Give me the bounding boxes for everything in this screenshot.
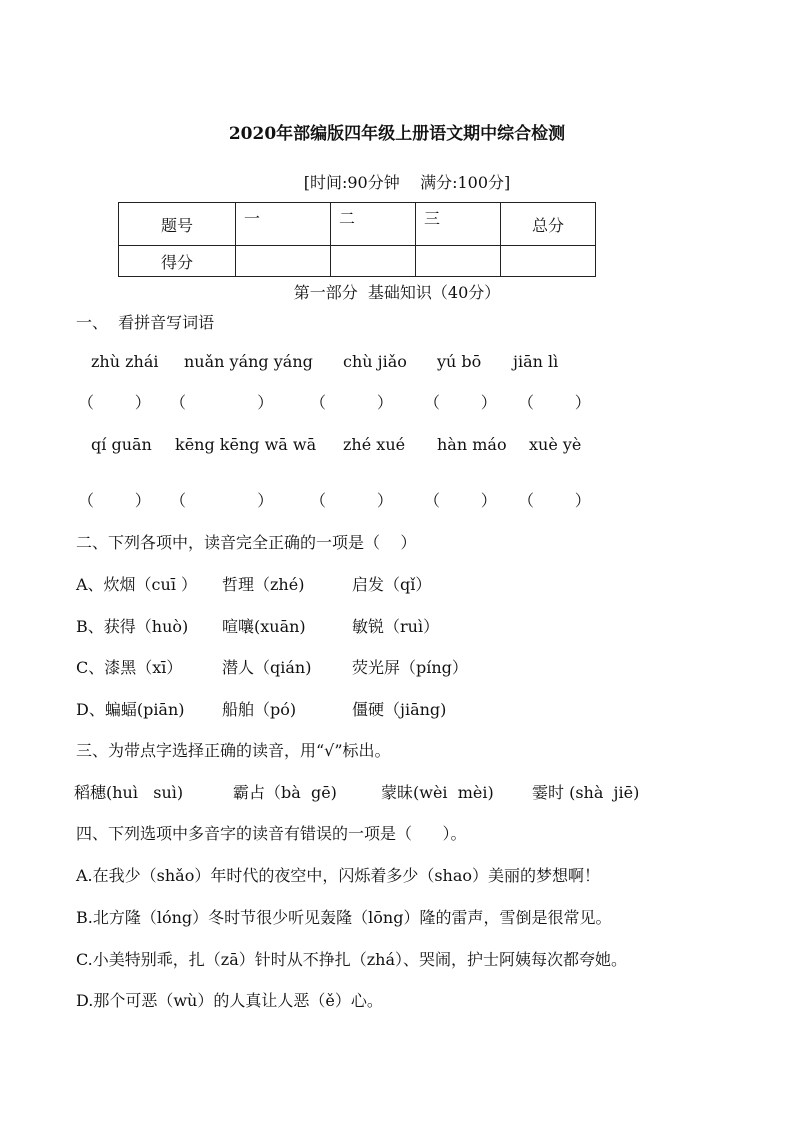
- score-table-col-label: 三: [424, 208, 441, 228]
- q1-heading: 一、 看拼音写词语: [76, 313, 215, 332]
- answer-blank[interactable]: （ ）: [518, 393, 591, 412]
- score-table-cell: 题号: [119, 203, 236, 246]
- score-table-col-label: 一: [244, 208, 261, 228]
- score-table-blank-cell: [501, 246, 596, 277]
- score-table-cell: [236, 203, 331, 246]
- exam-title: 2020年部编版四年级上册语文期中综合检测: [228, 124, 566, 144]
- exam-info: [时间:90分钟 满分:100分]: [303, 173, 511, 192]
- pinyin-word: zhé xué: [343, 435, 406, 454]
- answer-blank[interactable]: （ ）: [310, 491, 393, 510]
- option-item: D、蝙蝠(piān): [76, 700, 185, 719]
- q2-heading: 二、下列各项中，读音完全正确的一项是（ ）: [76, 533, 417, 552]
- pinyin-word: xuè yè: [529, 435, 582, 454]
- option-item: 哲理（zhé): [222, 575, 305, 594]
- pinyin-word: kēng kēng wā wā: [175, 435, 317, 454]
- answer-blank[interactable]: （ ）: [518, 491, 591, 510]
- pinyin-word: hàn máo: [437, 435, 507, 454]
- score-table-score-row: [119, 246, 596, 277]
- score-table-blank-cell: [416, 246, 501, 277]
- option-item: B、获得（huò): [76, 617, 189, 636]
- option-item: 喧嚷(xuān): [222, 617, 306, 636]
- option-item: C、漆黑（xī）: [76, 658, 183, 677]
- pinyin-word: qí guān: [91, 435, 152, 454]
- score-table: [118, 202, 596, 277]
- option-item: 潜人（qián): [222, 658, 312, 677]
- part-heading: 第一部分 基础知识（40分）: [293, 283, 501, 302]
- option-item: A、炊烟（cuī ）: [76, 575, 198, 594]
- reading-choice[interactable]: 稻穗(huì suì): [74, 783, 184, 802]
- score-table-cell: [416, 203, 501, 246]
- q4-option-a: A.在我少（shǎo）年时代的夜空中，闪烁着多少（shao）美丽的梦想啊！: [76, 866, 601, 885]
- pinyin-word: zhù zhái: [91, 352, 159, 371]
- pinyin-word: yú bō: [437, 352, 482, 371]
- pinyin-word: chù jiǎo: [343, 352, 407, 371]
- answer-blank[interactable]: （ ）: [170, 491, 274, 510]
- q4-option-d: D.那个可恶（wù）的人真让人恶（ě）心。: [76, 991, 383, 1010]
- score-table-cell: 总分: [501, 203, 596, 246]
- option-item: 荧光屏（píng）: [352, 658, 468, 677]
- answer-blank[interactable]: （ ）: [424, 393, 497, 412]
- score-table-blank-cell: [331, 246, 416, 277]
- answer-blank[interactable]: （ ）: [424, 491, 497, 510]
- option-item: 僵硬（jiāng): [352, 700, 447, 719]
- pinyin-word: nuǎn yáng yáng: [184, 352, 313, 371]
- score-table-header-row: [119, 203, 596, 246]
- score-table-col-label: 二: [339, 208, 356, 228]
- answer-blank[interactable]: （ ）: [78, 393, 151, 412]
- score-table-cell: [331, 203, 416, 246]
- pinyin-word: jiān lì: [513, 352, 559, 371]
- option-item: 敏锐（ruì）: [352, 617, 440, 636]
- reading-choice[interactable]: 霎时 (shà jiē): [532, 783, 640, 802]
- option-item: 船舶（pó): [222, 700, 297, 719]
- q4-option-b: B.北方隆（lóng）冬时节很少听见轰隆（lōng）隆的雷声，雪倒是很常见。: [76, 908, 612, 927]
- reading-choice[interactable]: 霸占（bà gē): [233, 783, 337, 802]
- answer-blank[interactable]: （ ）: [78, 491, 151, 510]
- reading-choice[interactable]: 蒙昧(wèi mèi): [381, 783, 494, 802]
- option-item: 启发（qǐ）: [352, 575, 432, 594]
- q3-heading: 三、为带点字选择正确的读音，用“√”标出。: [76, 741, 391, 760]
- q4-heading: 四、下列选项中多音字的读音有错误的一项是（ ）。: [76, 824, 467, 843]
- q4-option-c: C.小美特别乖，扎（zā）针时从不挣扎（zhá）、哭闹，护士阿姨每次都夸她。: [76, 950, 628, 969]
- score-table-cell: 得分: [119, 246, 236, 277]
- answer-blank[interactable]: （ ）: [170, 393, 274, 412]
- answer-blank[interactable]: （ ）: [310, 393, 393, 412]
- score-table-blank-cell: [236, 246, 331, 277]
